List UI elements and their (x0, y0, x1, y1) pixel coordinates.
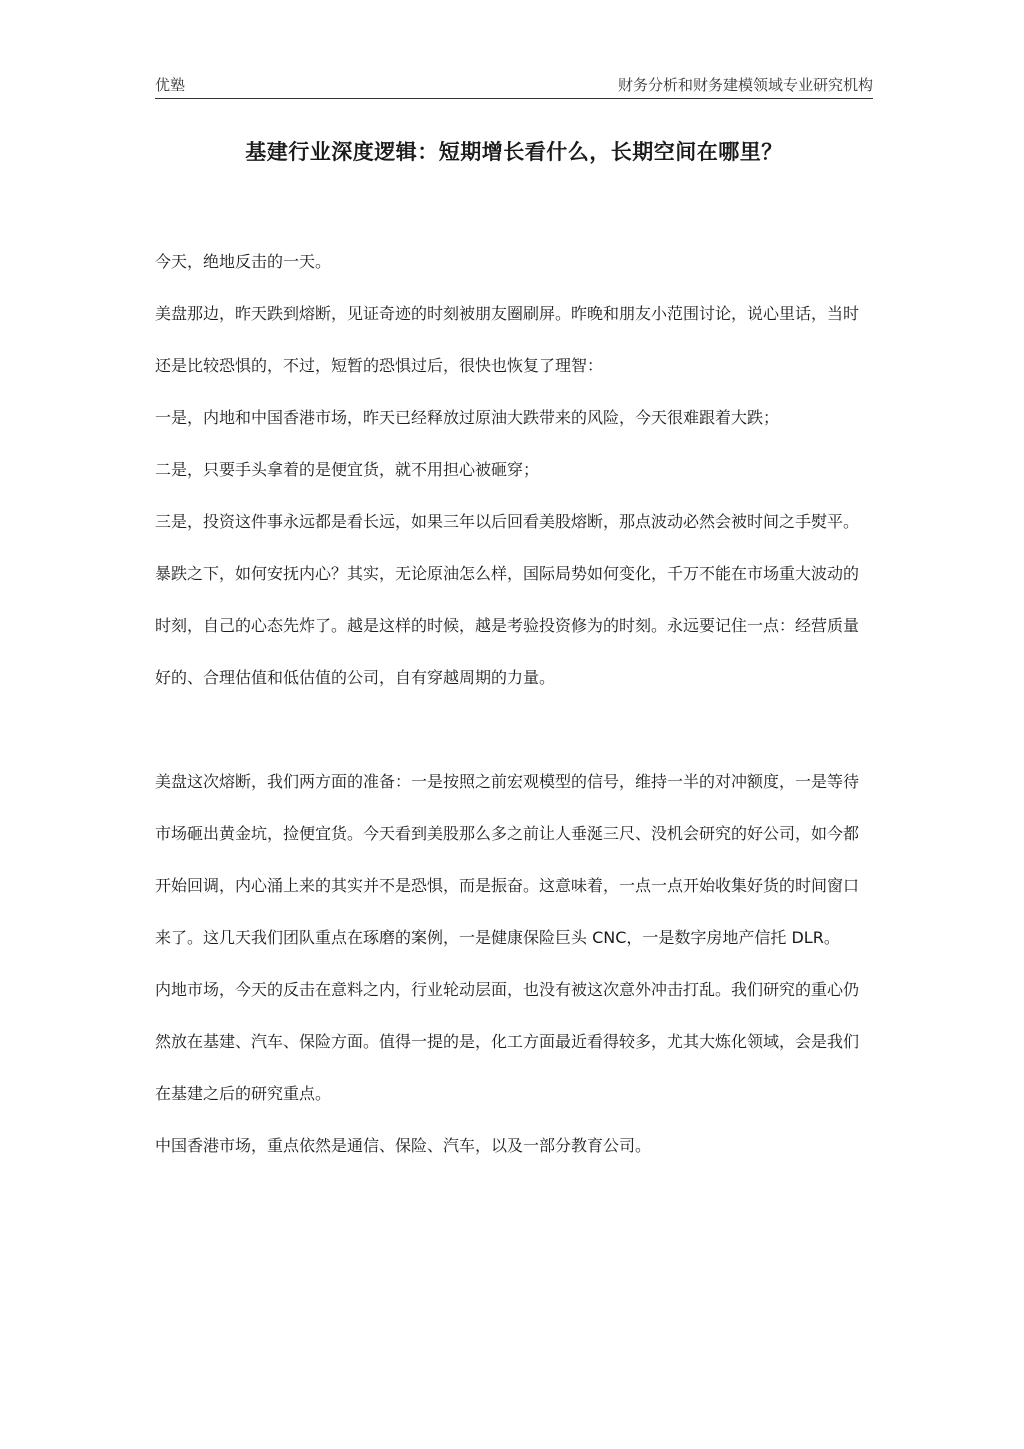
page-header (155, 72, 873, 99)
paragraph: 美盘这次熔断，我们两方面的准备：一是按照之前宏观模型的信号，维持一半的对冲额度，一是等待市场砸出黄金坑，捡便宜货。今天看到美股那么多之前让人垂涎三尺、没机会研究的好公司，如今都开始回调，内心涌上来的其实并不是恐惧，而是振奋。这意味着，一点一点开始收集好货的时间窗口来了。这几天我们团队重点在琢磨的案例，一是健康保险巨头 CNC，一是数字房地产信托 DLR。 (155, 772, 860, 947)
header-brand: 优塾 (155, 76, 186, 94)
paragraph: 三是，投资这件事永远都是看长远，如果三年以后回看美股熔断，那点波动必然会被时间之手熨平。 (155, 512, 860, 531)
paragraph: 中国香港市场，重点依然是通信、保险、汽车，以及一部分教育公司。 (155, 1136, 652, 1155)
paragraph: 美盘那边，昨天跌到熔断，见证奇迹的时刻被朋友圈刷屏。昨晚和朋友小范围讨论，说心里话，当时还是比较恐惧的，不过，短暂的恐惧过后，很快也恢复了理智： (155, 304, 860, 375)
paragraph: 今天，绝地反击的一天。 (155, 252, 332, 271)
header-tagline: 财务分析和财务建模领域专业研究机构 (617, 76, 873, 94)
paragraph: 一是，内地和中国香港市场，昨天已经释放过原油大跌带来的风险，今天很难跟着大跌； (155, 408, 780, 427)
paragraph: 内地市场，今天的反击在意料之内，行业轮动层面，也没有被这次意外冲击打乱。我们研究的重心仍然放在基建、汽车、保险方面。值得一提的是，化工方面最近看得较多，尤其大炼化领域，会是我们在基建之后的研究重点。 (155, 980, 860, 1103)
document-title: 基建行业深度逻辑：短期增长看什么，长期空间在哪里？ (245, 140, 783, 164)
document-body (155, 236, 867, 1172)
paragraph: 暴跌之下，如何安抚内心？其实，无论原油怎么样，国际局势如何变化，千万不能在市场重大波动的时刻，自己的心态先炸了。越是这样的时候，越是考验投资修为的时刻。永远要记住一点：经营质量好的、合理估值和低估值的公司，自有穿越周期的力量。 (155, 564, 860, 687)
paragraph: 二是，只要手头拿着的是便宜货，就不用担心被砸穿； (155, 460, 540, 479)
